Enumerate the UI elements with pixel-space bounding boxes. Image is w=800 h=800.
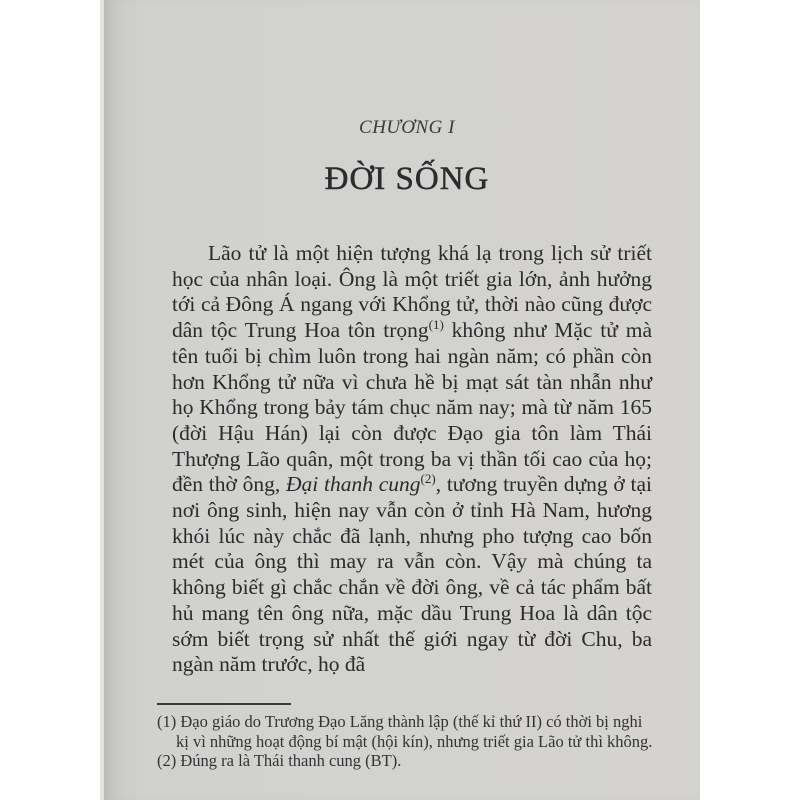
chapter-title: ĐỜI SỐNG [324, 161, 490, 197]
footnote-ref-1: (1) [428, 317, 444, 333]
footnote-ref-2: (2) [420, 471, 436, 487]
footnote-marker: (2) [157, 751, 177, 770]
chapter-label: CHƯƠNG I [359, 117, 455, 138]
book-page [104, 0, 700, 800]
paragraph [172, 241, 652, 678]
text-segment: không như Mặc tử mà tên tuổi bị chìm luôn trong hai ngàn năm; có phần còn hơn Khổng tử nữa vì chưa hề bị mạt sát tàn nhẫn như họ Khổng trong bảy tám chục năm nay; mà từ năm 165 (đời Hậu Hán) lại còn được Đạo gia tôn làm Thái Thượng Lão quân, một trong ba vị thần tối cao của họ; đền thờ ông, [172, 318, 652, 497]
footnote-1 [157, 712, 657, 751]
footnote-divider [157, 703, 291, 705]
italic-term: Đại thanh cung [286, 472, 421, 497]
text-segment: Lão tử là một hiện tượng khá lạ trong lịch sử triết học của nhân loại. Ông là một triết gia lớn, ảnh hưởng tới cả Đông Á ngang với Khổng tử, thời nào cũng được dân tộc Trung Hoa tôn trọng [172, 241, 652, 343]
footnote-text: Đúng ra là Thái thanh cung (BT). [180, 751, 402, 770]
footnote-marker: (1) [157, 712, 177, 731]
text-segment: , tương truyền dựng ở tại nơi ông sinh, hiện nay vẫn còn ở tỉnh Hà Nam, hương khói lúc này chắc đã lạnh, nhưng pho tượng cao bốn mét của ông thì may ra vẫn còn. Vậy mà chúng ta không biết gì chắc chắn về đời ông, về cả tác phẩm bất hủ mang tên ông nữa, mặc dầu Trung Hoa là dân tộc sớm biết trọng sử nhất thế giới ngay từ đời Chu, ba ngàn năm trước, họ đã [172, 472, 652, 677]
body-text [172, 241, 652, 678]
footnote-text: Đạo giáo do Trương Đạo Lăng thành lập (thế kỉ thứ II) có thời bị nghi kị vì những hoạt động bí mật (hội kín), nhưng triết gia Lão tử thì không. [176, 712, 653, 751]
footnote-2 [157, 751, 657, 771]
footnotes [157, 712, 657, 771]
